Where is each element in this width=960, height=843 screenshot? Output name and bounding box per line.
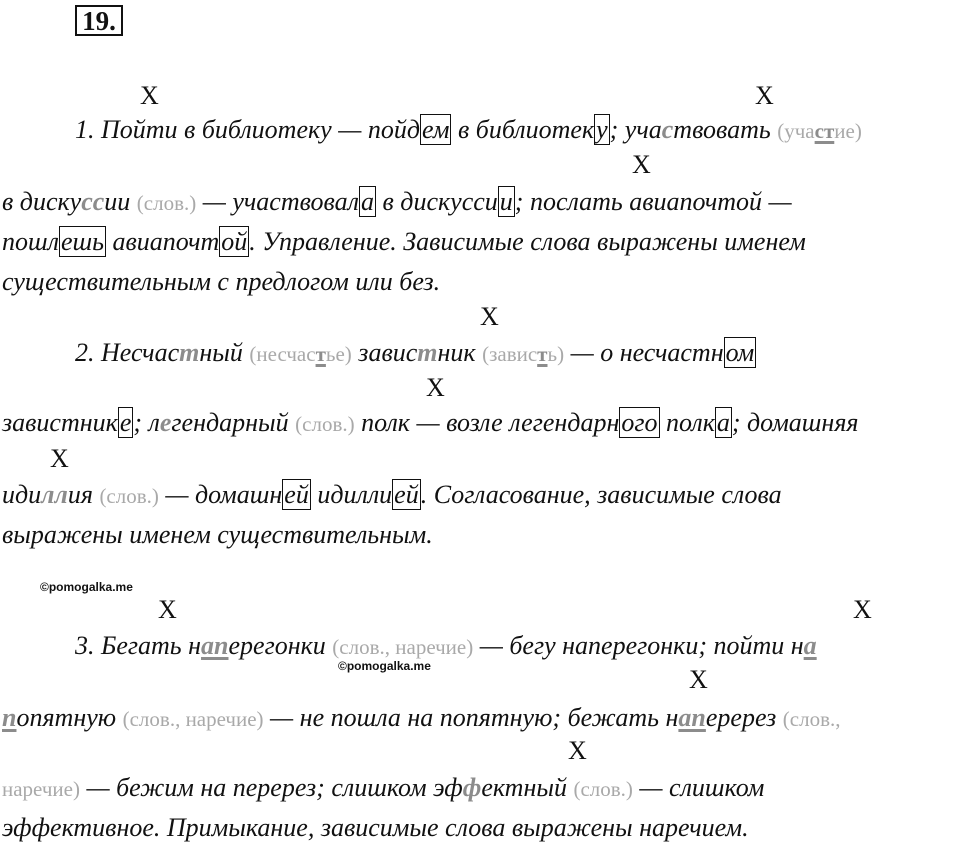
- p2-line-3: идиллия (слов.) — домашней идиллией. Согласование, зависимые слова: [2, 480, 782, 509]
- watermark: ©pomogalka.me: [40, 580, 133, 594]
- p1-line-2: в дискуссии (слов.) — участвовала в дискуссии; послать авиапочтой —: [2, 187, 792, 216]
- p2-line-4: выражены именем существительным.: [2, 520, 433, 549]
- p3-line-3: наречие) — бежим на перерез; слишком эффектный (слов.) — слишком: [2, 773, 765, 802]
- p1-line-3: пошлешь авиапочтой. Управление. Зависимые слова выражены именем: [2, 227, 806, 256]
- p2-line-2: завистнике; легендарный (слов.) полк — возле легендарного полка; домашняя: [2, 408, 859, 437]
- x-mark: X: [158, 595, 177, 624]
- note: (участие): [777, 119, 862, 143]
- x-mark: X: [140, 81, 159, 110]
- p3-line-2: попятную (слов., наречие) — не пошла на попятную; бежать наперерез (слов.,: [2, 703, 841, 732]
- x-mark: X: [480, 302, 499, 331]
- x-mark: X: [689, 665, 708, 694]
- x-mark: X: [426, 373, 445, 402]
- x-mark: X: [755, 81, 774, 110]
- p1-line-4: существительным с предлогом или без.: [2, 267, 441, 296]
- p3-line-4: эффективное. Примыкание, зависимые слова выражены наречием.: [2, 813, 749, 842]
- x-mark: X: [853, 595, 872, 624]
- p3-line-1: 3. Бегать наперегонки (слов., наречие) — бегу наперегонки; пойти на: [75, 631, 817, 660]
- exercise-number: 19.: [75, 5, 123, 36]
- p1-line-1: 1. Пойти в библиотеку — пойдем в библиотеку; участвовать (участие): [75, 115, 862, 144]
- watermark: ©pomogalka.me: [338, 659, 431, 673]
- x-mark: X: [568, 736, 587, 765]
- x-mark: X: [632, 150, 651, 179]
- p2-line-1: 2. Несчастный (несчастье) завистник (зависть) — о несчастном: [75, 338, 755, 367]
- x-mark: X: [50, 444, 69, 473]
